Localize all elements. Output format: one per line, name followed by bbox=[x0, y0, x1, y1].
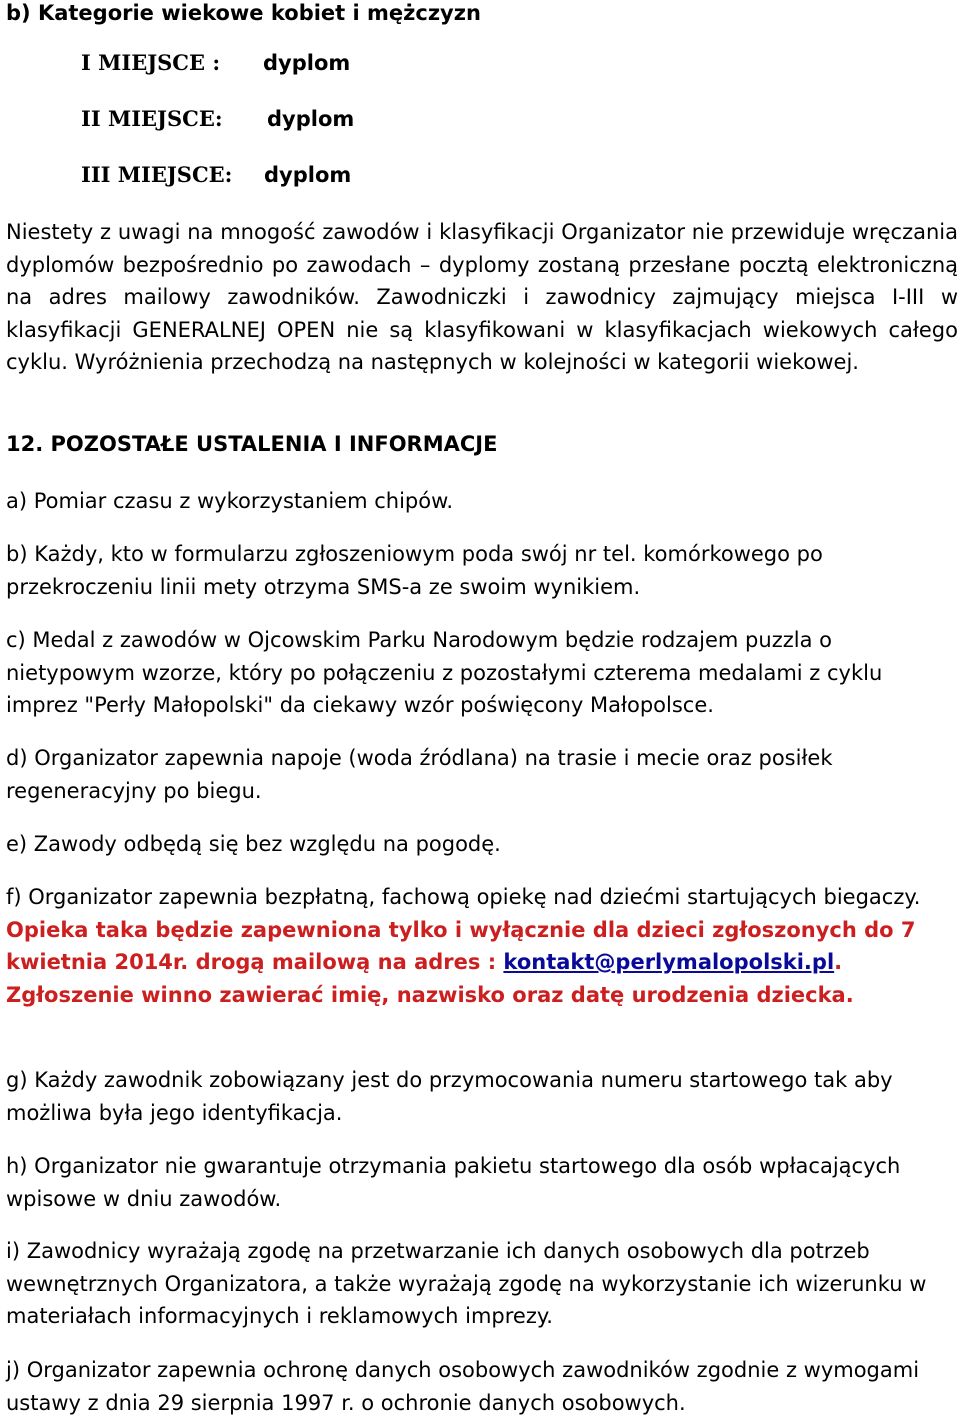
item-h: h) Organizator nie gwarantuje otrzymania pakietu startowego dla osób wpłacających wpisowe w dniu zawodów. bbox=[6, 1154, 901, 1211]
item-f bbox=[6, 881, 958, 1011]
place-value: dyplom bbox=[264, 163, 352, 187]
place-third bbox=[81, 162, 351, 187]
item-a: a) Pomiar czasu z wykorzystaniem chipów. bbox=[6, 489, 454, 513]
item-g: g) Każdy zawodnik zobowiązany jest do przymocowania numeru startowego tak aby możliwa była jego identyfikacja. bbox=[6, 1068, 893, 1125]
place-value: dyplom bbox=[263, 51, 351, 75]
contact-email-link[interactable]: kontakt@perlymalopolski.pl bbox=[503, 950, 835, 974]
item-b: b) Każdy, kto w formularzu zgłoszeniowym poda swój nr tel. komórkowego po przekroczeniu linii mety otrzyma SMS-a ze swoim wynikiem. bbox=[6, 542, 823, 599]
item-d: d) Organizator zapewnia napoje (woda źródlana) na trasie i mecie oraz posiłek regeneracyjny po biegu. bbox=[6, 746, 833, 803]
place-first bbox=[81, 50, 350, 75]
item-f-text: f) Organizator zapewnia bezpłatną, fachową opiekę nad dziećmi startujących biegaczy. bbox=[6, 885, 921, 909]
place-value: dyplom bbox=[267, 107, 355, 131]
item-f-highlight: Opieka taka będzie zapewniona tylko i wyłącznie dla dzieci zgłoszonych do 7 kwietnia 2014r. drogą mailową na adres : bbox=[6, 917, 916, 974]
categories-note: Niestety z uwagi na mnogość zawodów i klasyfikacji Organizator nie przewiduje wręczania dyplomów bezpośrednio po zawodach – dyplomy zostaną przesłane pocztą elektroniczną na adres mailowy zawodników. Zawodniczki i zawodnicy zajmujący miejsca I-III w klasyfikacji GENERALNEJ OPEN nie są klasyfikowani w klasyfikacjach wiekowych całego cyklu. Wyróżnienia przechodzą na następnych w kolejności w kategorii wiekowej. bbox=[6, 220, 958, 374]
section-12-heading: 12. POZOSTAŁE USTALENIA I INFORMACJE bbox=[6, 432, 498, 456]
categories-heading: b) Kategorie wiekowe kobiet i mężczyzn bbox=[6, 1, 481, 25]
item-c: c) Medal z zawodów w Ojcowskim Parku Narodowym będzie rodzajem puzzla o nietypowym wzorze, który po połączeniu z pozostałymi czterema medalami z cyklu imprez "Perły Małopolski" da ciekawy wzór poświęcony Małopolsce. bbox=[6, 628, 883, 717]
place-label: III MIEJSCE: bbox=[81, 162, 233, 187]
place-label: I MIEJSCE : bbox=[81, 50, 221, 75]
item-f-highlight-end: . Zgłoszenie winno zawierać imię, nazwisko oraz datę urodzenia dziecka. bbox=[6, 950, 854, 1007]
item-e: e) Zawody odbędą się bez względu na pogodę. bbox=[6, 832, 501, 856]
item-i: i) Zawodnicy wyrażają zgodę na przetwarzanie ich danych osobowych dla potrzeb wewnętrznych Organizatora, a także wyrażają zgodę na wykorzystanie ich wizerunku w materiałach informacyjnych i reklamowych imprezy. bbox=[6, 1239, 927, 1328]
item-j: j) Organizator zapewnia ochronę danych osobowych zawodników zgodnie z wymogami ustawy z dnia 29 sierpnia 1997 r. o ochronie danych osobowych. bbox=[6, 1358, 920, 1415]
place-label: II MIEJSCE: bbox=[81, 106, 223, 131]
place-second bbox=[81, 106, 354, 131]
